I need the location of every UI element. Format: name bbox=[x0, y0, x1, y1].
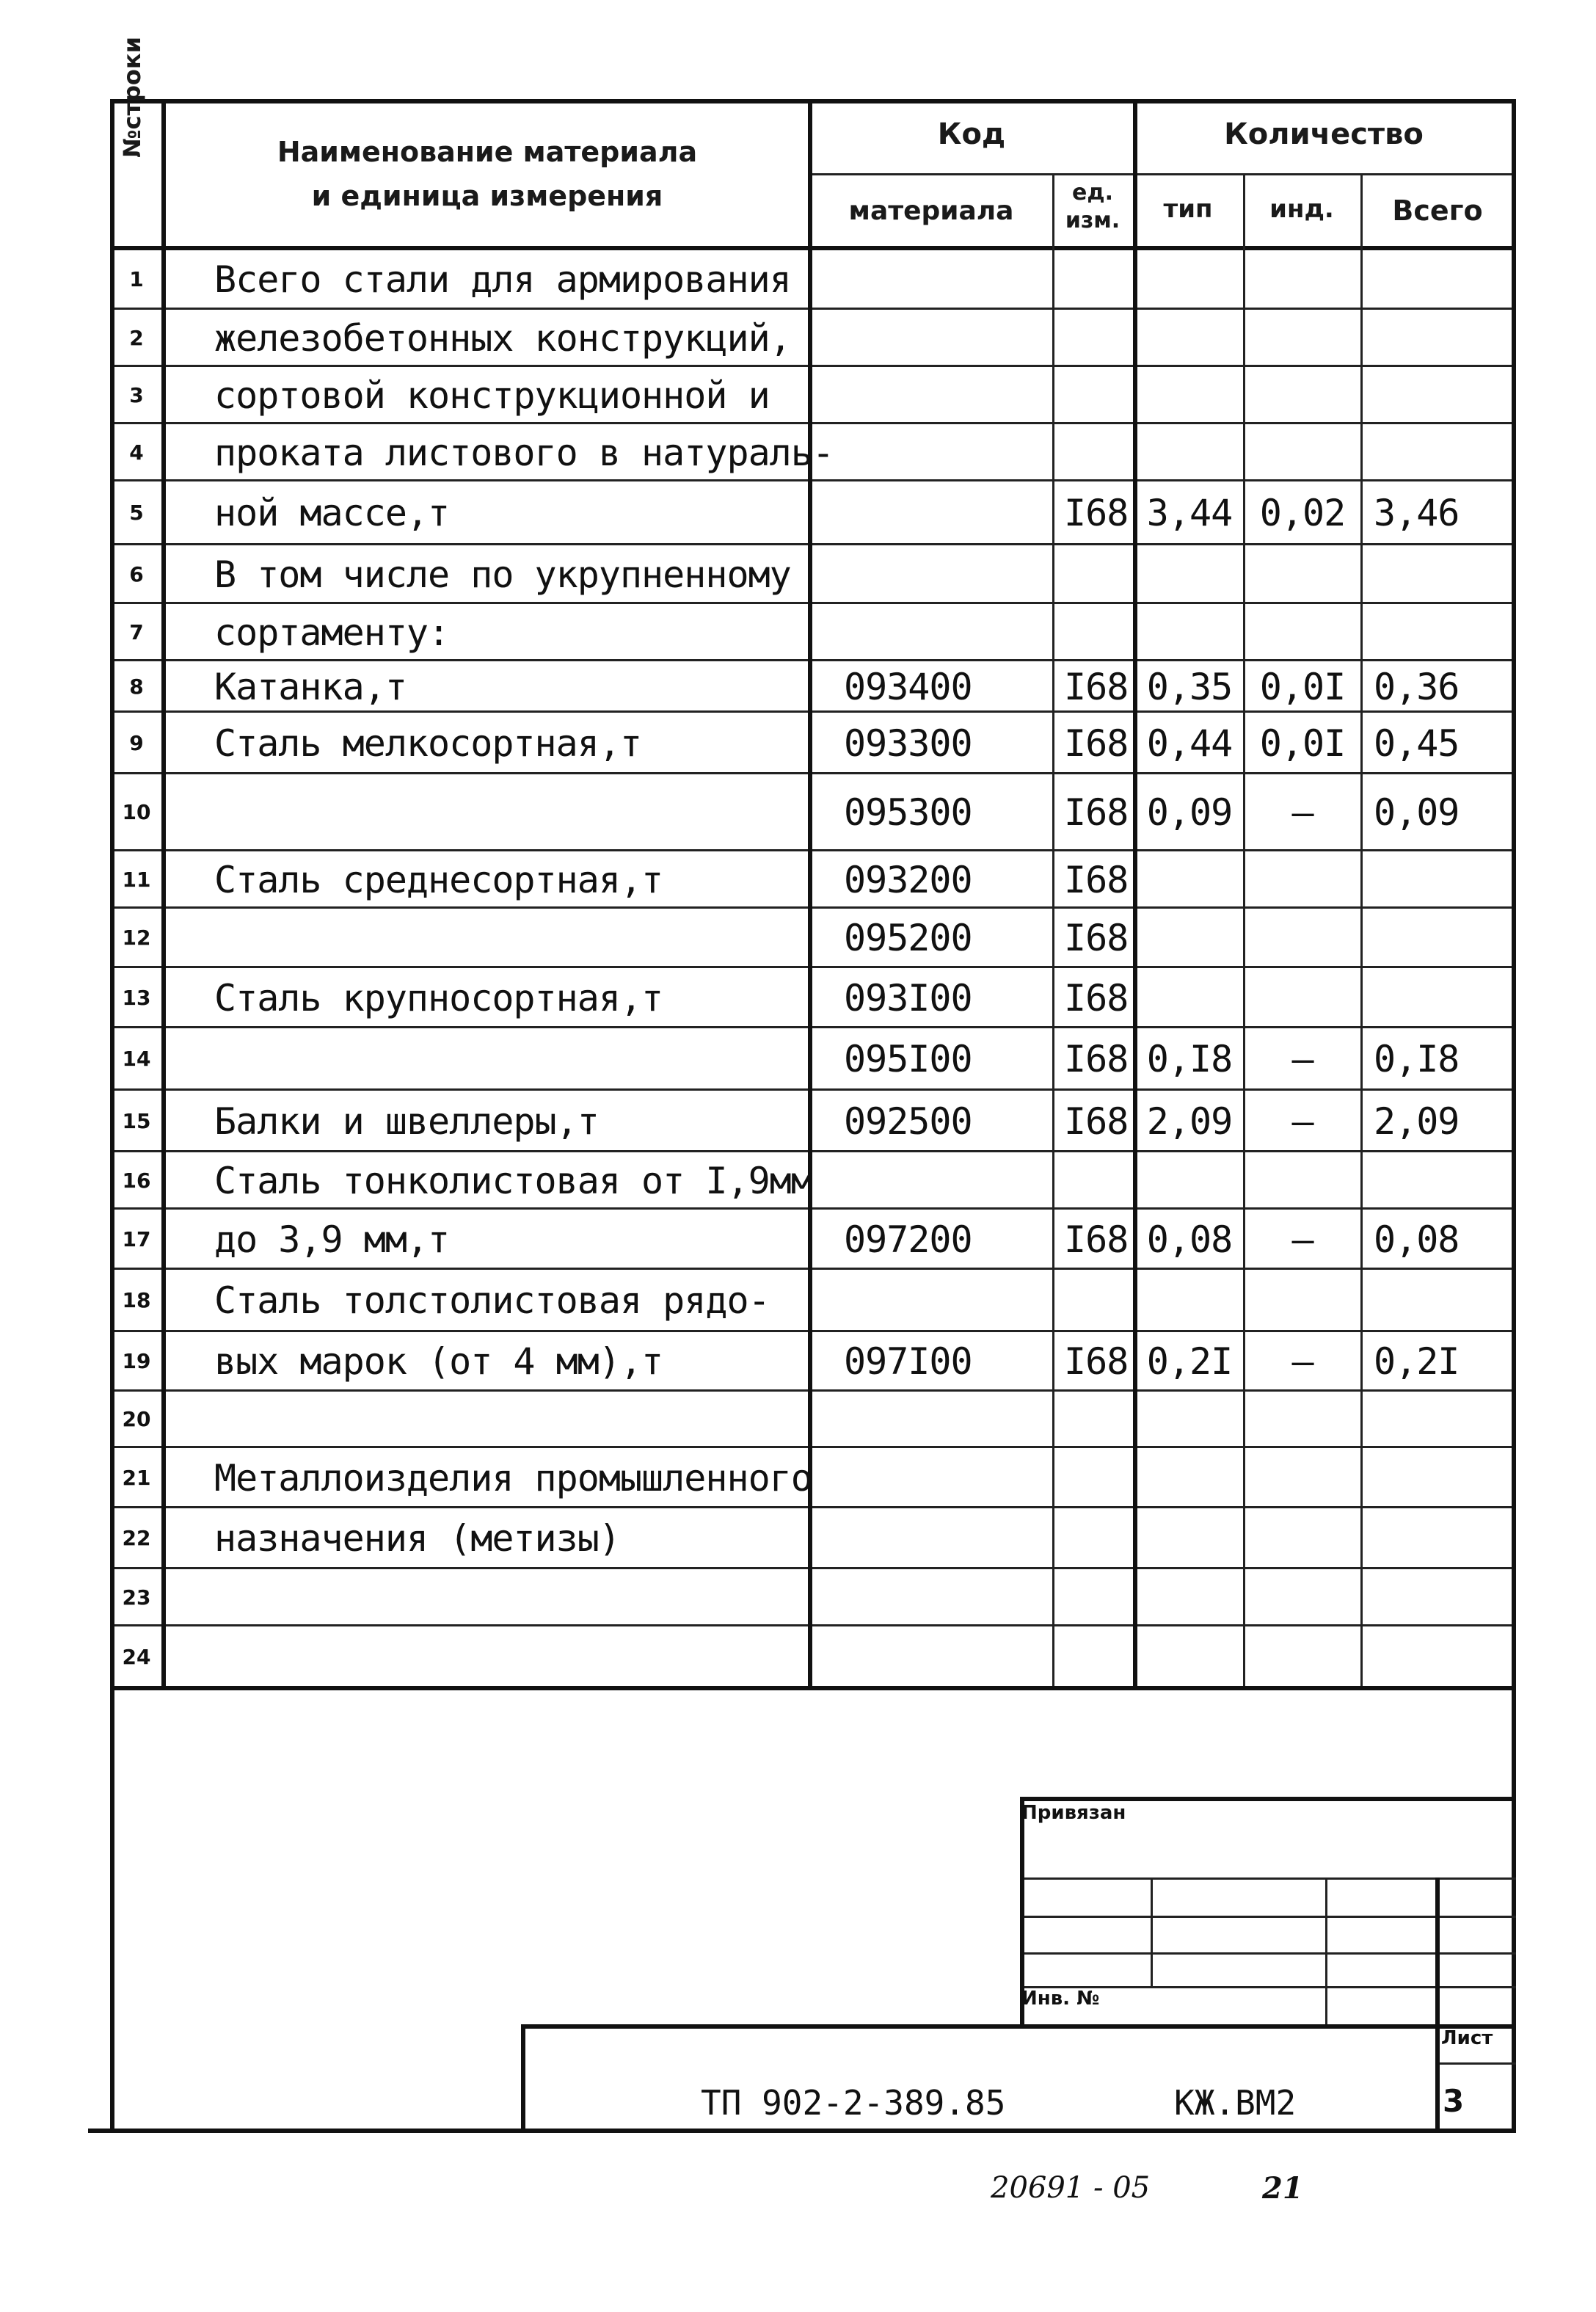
stamp-line bbox=[1151, 1877, 1153, 1986]
row-divider bbox=[110, 479, 1516, 481]
row-number: 24 bbox=[122, 1644, 151, 1669]
row-number: 10 bbox=[122, 800, 151, 824]
row-number: 11 bbox=[122, 867, 151, 892]
title-block-top bbox=[521, 2024, 1516, 2029]
material-code: 095I00 bbox=[844, 1038, 972, 1080]
material-name: до 3,9 мм,т bbox=[214, 1218, 450, 1261]
quantity-total: 0,08 bbox=[1374, 1218, 1460, 1261]
quantity-ind: – bbox=[1291, 1038, 1313, 1080]
quantity-total: 0,45 bbox=[1374, 721, 1460, 765]
quantity-total: 0,09 bbox=[1374, 791, 1460, 834]
code-unit-header-2: изм. bbox=[1065, 208, 1121, 233]
unit-code: I68 bbox=[1064, 1340, 1129, 1383]
name-column-border bbox=[808, 99, 812, 1686]
row-number: 5 bbox=[129, 501, 144, 525]
unit-code: I68 bbox=[1064, 791, 1129, 834]
unit-code: I68 bbox=[1064, 665, 1129, 708]
quantity-ind: – bbox=[1291, 791, 1313, 834]
unit-code: I68 bbox=[1064, 858, 1129, 901]
code-column-border bbox=[1052, 173, 1054, 1686]
material-name-header-unit: и единица измерения bbox=[311, 180, 663, 212]
project-code: ТП 902-2-389.85 bbox=[701, 2083, 1006, 2123]
quantity-total: 0,36 bbox=[1374, 665, 1460, 708]
material-code: 095300 bbox=[844, 791, 972, 834]
unit-code: I68 bbox=[1064, 1099, 1129, 1143]
stamp-line bbox=[1435, 1877, 1440, 2129]
bound-label: Привязан bbox=[1021, 1802, 1126, 1824]
material-name: В том числе по укрупненному bbox=[214, 553, 791, 596]
row-divider bbox=[110, 1567, 1516, 1569]
stamp-line bbox=[1325, 1877, 1327, 2024]
stamp-line bbox=[1438, 2062, 1516, 2065]
material-name: ной массе,т bbox=[214, 492, 450, 534]
page-bottom-border bbox=[88, 2129, 1516, 2133]
material-code: 093300 bbox=[844, 721, 972, 765]
quantity-total: 0,2I bbox=[1374, 1340, 1460, 1383]
material-code: 093I00 bbox=[844, 976, 972, 1019]
row-number: 12 bbox=[122, 926, 151, 950]
row-divider bbox=[110, 1506, 1516, 1508]
quantity-ind: – bbox=[1291, 1099, 1313, 1143]
quantity-header: Количество bbox=[1224, 117, 1424, 151]
quantity-total: 2,09 bbox=[1374, 1099, 1460, 1143]
material-name: сортовой конструкционной и bbox=[214, 374, 770, 417]
inventory-number-label: Инв. № bbox=[1021, 1988, 1100, 2010]
unit-column-border bbox=[1133, 99, 1137, 1686]
row-divider bbox=[110, 1446, 1516, 1448]
row-divider bbox=[110, 1207, 1516, 1210]
row-divider bbox=[110, 422, 1516, 424]
quantity-ind: – bbox=[1291, 1218, 1313, 1261]
material-name: Сталь среднесортная,т bbox=[214, 858, 663, 901]
row-divider bbox=[110, 543, 1516, 545]
quantity-ind: 0,0I bbox=[1259, 721, 1346, 765]
material-name: Всего стали для армирования bbox=[214, 258, 791, 301]
row-number-header: №строки bbox=[118, 36, 146, 158]
material-name: Сталь крупносортная,т bbox=[214, 976, 663, 1019]
row-number: 2 bbox=[129, 325, 144, 350]
stamp-line bbox=[1020, 1952, 1516, 1955]
row-number: 6 bbox=[129, 561, 144, 586]
material-name: вых марок (от 4 мм),т bbox=[214, 1340, 663, 1383]
row-divider bbox=[110, 365, 1516, 367]
row-divider bbox=[110, 849, 1516, 851]
unit-code: I68 bbox=[1064, 917, 1129, 959]
material-code: 093400 bbox=[844, 665, 972, 708]
row-number: 17 bbox=[122, 1226, 151, 1251]
material-name-header: Наименование материала bbox=[277, 136, 698, 168]
row-number: 7 bbox=[129, 619, 144, 644]
row-number: 20 bbox=[122, 1407, 151, 1431]
row-divider bbox=[110, 1268, 1516, 1270]
material-name: сортаменту: bbox=[214, 611, 450, 654]
row-number: 1 bbox=[129, 267, 144, 291]
row-divider bbox=[110, 1088, 1516, 1091]
code-header: Код bbox=[937, 117, 1006, 151]
unit-code: I68 bbox=[1064, 721, 1129, 765]
row-divider bbox=[110, 1624, 1516, 1626]
type-column-border bbox=[1243, 173, 1245, 1686]
quantity-type: 0,I8 bbox=[1146, 1038, 1233, 1080]
row-number: 13 bbox=[122, 985, 151, 1010]
row-number: 18 bbox=[122, 1288, 151, 1312]
rownum-column-border bbox=[161, 99, 166, 1686]
row-divider bbox=[110, 710, 1516, 713]
row-number: 4 bbox=[129, 440, 144, 465]
quantity-ind: 0,02 bbox=[1259, 492, 1346, 534]
unit-code: I68 bbox=[1064, 1038, 1129, 1080]
row-divider bbox=[110, 1026, 1516, 1028]
row-divider bbox=[110, 772, 1516, 774]
quantity-type-header: тип bbox=[1163, 195, 1213, 224]
row-divider bbox=[110, 906, 1516, 909]
row-number: 9 bbox=[129, 730, 144, 755]
row-divider bbox=[110, 1389, 1516, 1392]
row-number: 8 bbox=[129, 674, 144, 699]
material-name: проката листового в натураль- bbox=[214, 431, 834, 474]
row-number: 21 bbox=[122, 1465, 151, 1490]
row-divider bbox=[110, 308, 1516, 310]
material-name: Сталь толстолистовая рядо- bbox=[214, 1279, 770, 1322]
sheet-label: Лист bbox=[1441, 2027, 1493, 2049]
order-number: 20691 - 05 bbox=[991, 2171, 1151, 2205]
material-name: Сталь мелкосортная,т bbox=[214, 721, 642, 765]
material-name: Металлоизделия промышленного bbox=[214, 1456, 812, 1499]
quantity-type: 0,35 bbox=[1146, 665, 1233, 708]
material-name: назначения (метизы) bbox=[214, 1517, 620, 1560]
ind-column-border bbox=[1360, 173, 1363, 1686]
drawing-mark: КЖ.ВМ2 bbox=[1174, 2083, 1297, 2123]
material-name: Балки и швеллеры,т bbox=[214, 1099, 599, 1143]
code-unit-header-1: ед. bbox=[1072, 180, 1113, 206]
quantity-ind-header: инд. bbox=[1269, 195, 1334, 224]
material-code: 092500 bbox=[844, 1099, 972, 1143]
row-number: 23 bbox=[122, 1585, 151, 1610]
quantity-total: 3,46 bbox=[1374, 492, 1460, 534]
quantity-total: 0,I8 bbox=[1374, 1038, 1460, 1080]
material-code: 095200 bbox=[844, 917, 972, 959]
material-code: 097200 bbox=[844, 1218, 972, 1261]
row-number: 15 bbox=[122, 1108, 151, 1133]
material-code: 097I00 bbox=[844, 1340, 972, 1383]
quantity-total-header: Всего bbox=[1392, 195, 1483, 227]
header-bottom-border bbox=[110, 246, 1516, 250]
row-number: 19 bbox=[122, 1349, 151, 1373]
unit-code: I68 bbox=[1064, 976, 1129, 1019]
sheet-number: 3 bbox=[1443, 2083, 1465, 2119]
unit-code: I68 bbox=[1064, 492, 1129, 534]
material-name: железобетонных конструкций, bbox=[214, 316, 791, 360]
header-divider bbox=[810, 173, 1516, 175]
row-number: 16 bbox=[122, 1168, 151, 1193]
unit-code: I68 bbox=[1064, 1218, 1129, 1261]
quantity-ind: 0,0I bbox=[1259, 665, 1346, 708]
stamp-line bbox=[1020, 1916, 1516, 1918]
stamp-line bbox=[521, 2024, 525, 2129]
material-code: 093200 bbox=[844, 858, 972, 901]
right-frame bbox=[1512, 99, 1516, 2129]
row-divider bbox=[110, 1330, 1516, 1332]
quantity-type: 0,08 bbox=[1146, 1218, 1233, 1261]
quantity-type: 3,44 bbox=[1146, 492, 1233, 534]
quantity-ind: – bbox=[1291, 1340, 1313, 1383]
row-divider bbox=[110, 659, 1516, 661]
copy-number: 21 bbox=[1262, 2171, 1303, 2206]
row-number: 14 bbox=[122, 1047, 151, 1071]
row-divider bbox=[110, 602, 1516, 604]
stamp-top-border bbox=[1020, 1797, 1516, 1801]
table-top-border bbox=[110, 99, 1516, 103]
row-divider bbox=[110, 1686, 1516, 1690]
quantity-type: 0,09 bbox=[1146, 791, 1233, 834]
quantity-type: 0,44 bbox=[1146, 721, 1233, 765]
quantity-type: 0,2I bbox=[1146, 1340, 1233, 1383]
material-name: Катанка,т bbox=[214, 665, 407, 708]
quantity-type: 2,09 bbox=[1146, 1099, 1233, 1143]
row-divider bbox=[110, 966, 1516, 968]
stamp-line bbox=[1020, 1877, 1516, 1880]
row-divider bbox=[110, 1150, 1516, 1152]
row-number: 3 bbox=[129, 382, 144, 407]
row-number: 22 bbox=[122, 1526, 151, 1550]
code-material-header: материала bbox=[848, 196, 1014, 226]
material-name: Сталь тонколистовая от I,9мм bbox=[214, 1159, 812, 1202]
